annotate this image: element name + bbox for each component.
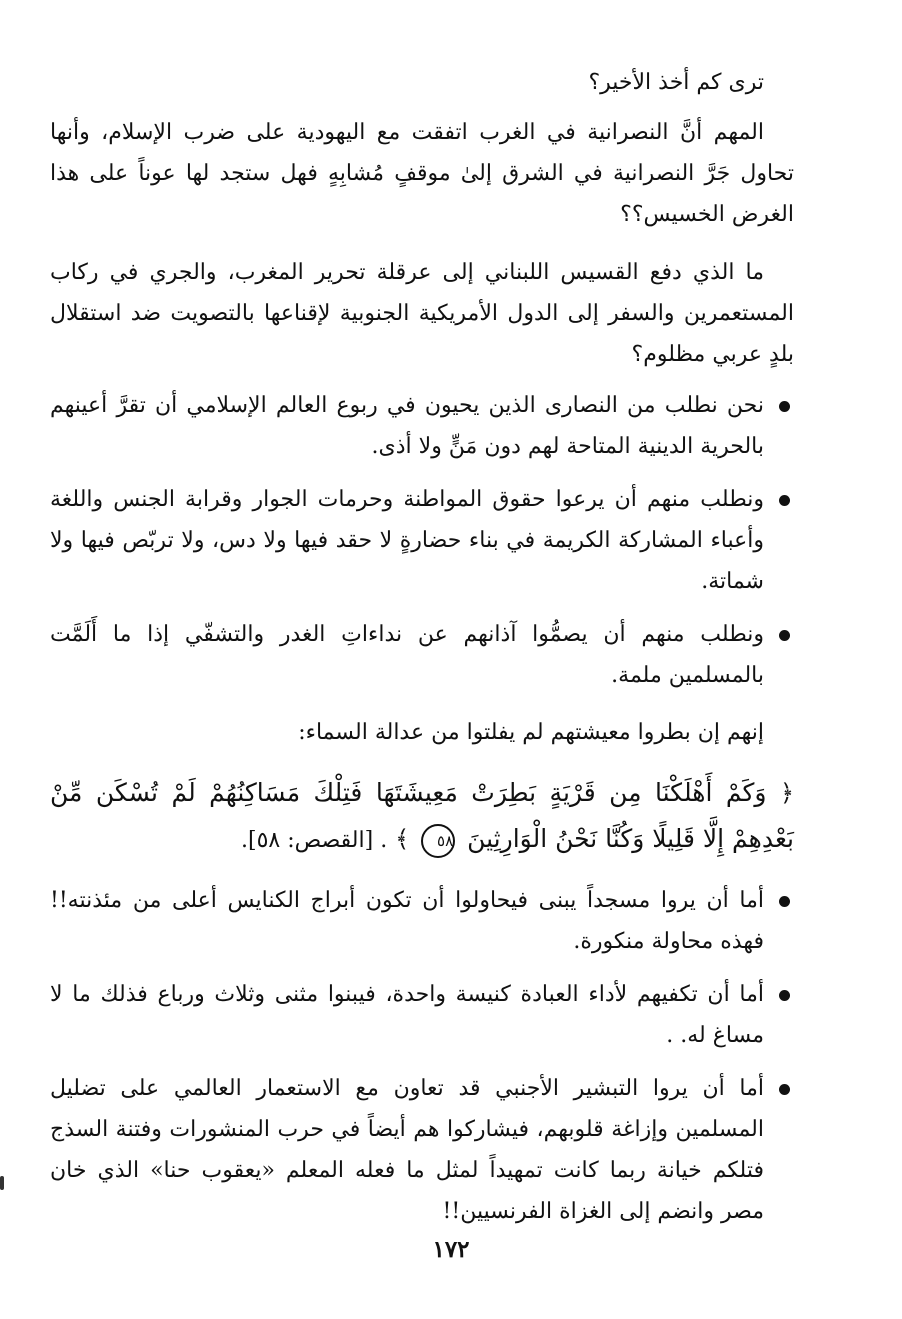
bullet-list-requests xyxy=(50,385,794,696)
ayah-number-icon: ٥٨ xyxy=(421,824,455,858)
paragraph-christianity-west: المهم أنَّ النصرانية في الغرب اتفقت مع اليهودية على ضرب الإسلام، وأنها تحاول جَرَّ النصرانية في الشرق إلىٰ موقفٍ مُشابِهٍ فهل ستجد لها عوناً على هذا الغرض الخسيس؟؟ xyxy=(50,120,794,227)
list-item xyxy=(50,479,794,602)
bullet-text: أما أن يروا مسجداً يبنى فيحاولوا أن تكون أبراج الكنايس أعلى من مئذنته!! فهذه محاولة منكورة. xyxy=(50,888,764,954)
bullet-list-objections xyxy=(50,880,794,1232)
bullet-icon xyxy=(779,1084,790,1095)
paragraph-question: ترى كم أخذ الأخير؟ xyxy=(588,70,764,95)
list-item xyxy=(50,880,794,962)
verse-close-bracket: ﴾ xyxy=(395,825,410,853)
bullet-icon xyxy=(779,630,790,641)
verse-text: وَكَمْ أَهْلَكْنَا مِن قَرْيَةٍ بَطِرَتْ مَعِيشَتَهَا فَتِلْكَ مَسَاكِنُهُمْ لَمْ تُسْكَن مِّنْ بَعْدِهِمْ إِلَّا قَلِيلًا وَكُنَّا نَحْنُ الْوَارِثِينَ xyxy=(50,778,794,853)
verse-reference: . [القصص: ٥٨]. xyxy=(241,828,388,853)
bullet-icon xyxy=(779,990,790,1001)
bullet-text: ونطلب منهم أن يصمُّوا آذانهم عن نداءاتِ الغدر والتشفّي إذا ما أَلَمَّت بالمسلمين ملمة. xyxy=(50,622,764,688)
list-item xyxy=(50,385,794,467)
page-edge-mark xyxy=(0,1176,4,1190)
list-item xyxy=(50,614,794,696)
bullet-icon xyxy=(779,896,790,907)
bullet-icon xyxy=(779,401,790,412)
verse-intro: إنهم إن بطروا معيشتهم لم يفلتوا من عدالة السماء: xyxy=(298,720,764,745)
list-item xyxy=(50,1068,794,1232)
list-item xyxy=(50,974,794,1056)
bullet-text: ونطلب منهم أن يرعوا حقوق المواطنة وحرمات الجوار وقرابة الجنس واللغة وأعباء المشاركة الكريمة في بناء حضارةٍ لا حقد فيها ولا دس، ولا تربّص فيها ولا شماتة. xyxy=(50,487,764,594)
verse-open-bracket: ﴿ xyxy=(779,779,794,807)
bullet-text: أما أن تكفيهم لأداء العبادة كنيسة واحدة، فيبنوا مثنى وثلاث ورباع فذلك ما لا مساغ له. . xyxy=(50,982,764,1048)
bullet-text: نحن نطلب من النصارى الذين يحيون في ربوع العالم الإسلامي أن تقرَّ أعينهم بالحرية الدينية المتاحة لهم دون مَنٍّ ولا أذى. xyxy=(50,393,764,459)
paragraph-lebanese-priest: ما الذي دفع القسيس اللبناني إلى عرقلة تحرير المغرب، والجري في ركاب المستعمرين والسفر إلى الدول الأمريكية الجنوبية لإقناعها بالتصويت ضد استقلال بلدٍ عربي مظلوم؟ xyxy=(50,260,794,367)
bullet-icon xyxy=(779,495,790,506)
text-column xyxy=(50,62,794,1248)
bullet-text: أما أن يروا التبشير الأجنبي قد تعاون مع الاستعمار العالمي على تضليل المسلمين وإزاغة قلوبهم، فيشاركوا هم أيضاً في حرب المنشورات وفتنة السذج فتلكم خيانة ربما كانت تمهيداً لمثل ما فعله المعلم «يعقوب حنا» الذي خان مصر وانضم إلى الغزاة الفرنسيين!! xyxy=(50,1076,764,1224)
page-number: ١٧٢ xyxy=(432,1236,470,1263)
quran-verse xyxy=(50,770,794,864)
